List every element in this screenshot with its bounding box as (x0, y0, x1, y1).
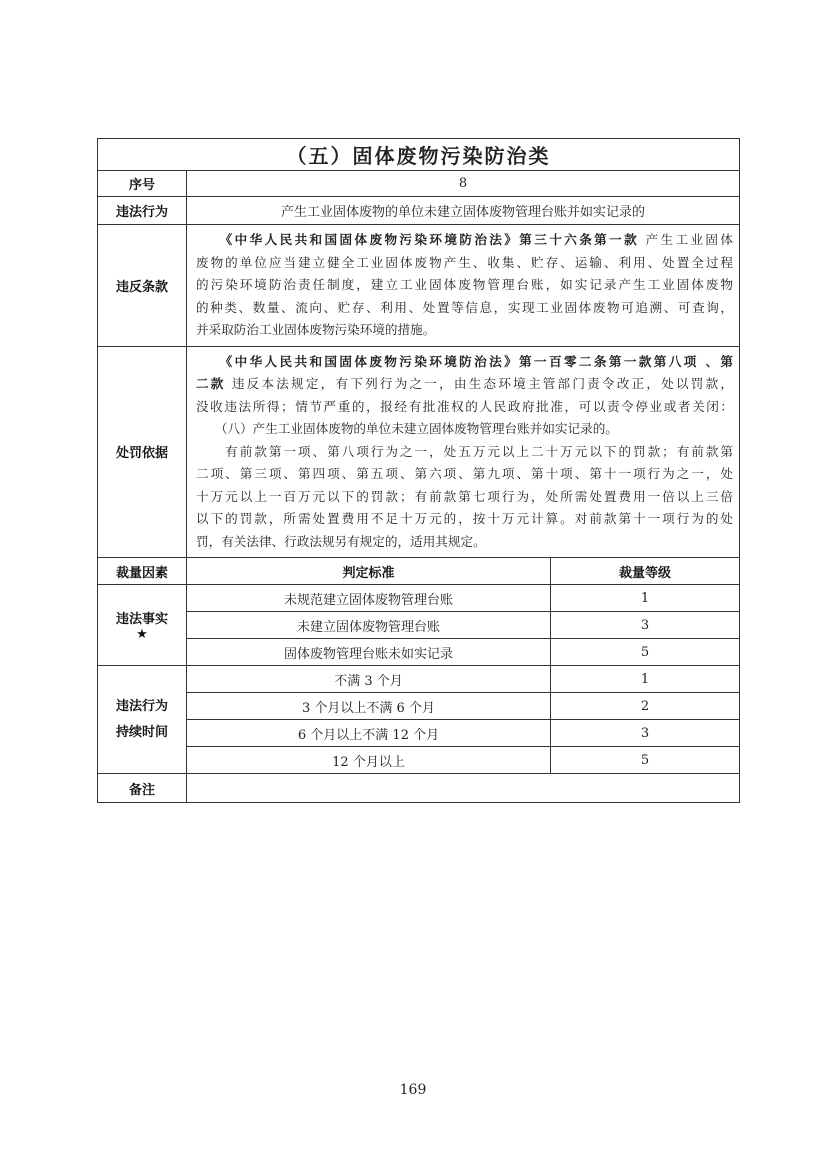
line-text: （八）产生工业固体废物的单位未建立固体废物管理台账并如实记录的。 (196, 421, 618, 436)
duration-level: 1 (551, 666, 740, 693)
duration-criteria: 不满 3 个月 (187, 666, 551, 693)
penalty-label: 处罚依据 (98, 346, 187, 558)
law-citation: 二款 (196, 376, 226, 391)
line-text: 二项、第三项、第四项、第五项、第六项、第九项、第十项、第十一项行为之一，处 (196, 466, 734, 481)
text-line (196, 508, 733, 531)
criteria-header: 判定标准 (187, 558, 551, 585)
serial-value: 8 (187, 171, 740, 197)
text-line (196, 297, 733, 320)
fact-level: 5 (551, 639, 740, 666)
line-text: 没收违法所得；情节严重的，报经有批准权的人民政府批准，可以责令停业或者关闭： (196, 398, 734, 414)
fact-label (98, 585, 187, 666)
section-title: （五）固体废物污染防治类 (98, 139, 740, 171)
star-icon: ★ (136, 627, 148, 642)
line-text: 有前款第一项、第八项行为之一，处五万元以上二十万元以下的罚款；有前款第 (196, 443, 734, 459)
serial-label: 序号 (98, 171, 187, 197)
remark-label: 备注 (98, 774, 187, 803)
clause-text (187, 225, 740, 347)
line-text: 罚，有关法律、行政法规另有规定的，适用其规定。 (196, 533, 486, 549)
law-citation: 《中华人民共和国固体废物污染环境防治法》第一百零二条第一款第八项 、第 (196, 353, 734, 369)
duration-criteria: 12 个月以上 (187, 747, 551, 774)
level-header: 裁量等级 (551, 558, 740, 585)
line-text: 的污染环境防治责任制度，建立工业固体废物管理台账，如实记录产生工业固体废物 (196, 277, 734, 292)
duration-criteria: 3 个月以上不满 6 个月 (187, 693, 551, 720)
page-number: 169 (399, 1082, 427, 1098)
text-line (196, 319, 733, 342)
fact-level: 3 (551, 612, 740, 639)
text-line (196, 396, 733, 419)
text-line (196, 373, 733, 396)
duration-level: 3 (551, 720, 740, 747)
fact-criteria: 未建立固体废物管理台账 (187, 612, 551, 639)
duration-criteria: 6 个月以上不满 12 个月 (187, 720, 551, 747)
line-text: 产生工业固体 (639, 232, 734, 247)
line-text: 的种类、数量、流向、贮存、利用、处置等信息，实现工业固体废物可追溯、可查询， (196, 299, 734, 315)
text-line (196, 441, 733, 464)
text-line (196, 486, 733, 509)
text-line (196, 252, 733, 275)
fact-criteria: 固体废物管理台账未如实记录 (187, 639, 551, 666)
remark-value (187, 774, 740, 803)
text-line (196, 531, 733, 554)
fact-label-text: 违法事实 (115, 612, 168, 627)
duration-label-line1: 违法行为 (115, 698, 168, 714)
duration-level: 2 (551, 693, 740, 720)
duration-label-line2: 持续时间 (115, 724, 168, 740)
fact-level: 1 (551, 585, 740, 612)
penalty-table (97, 138, 740, 803)
law-citation: 《中华人民共和国固体废物污染环境防治法》第三十六条第一款 (196, 232, 640, 247)
line-text: 废物的单位应当建立健全工业固体废物产生、收集、贮存、运输、利用、处置全过程 (196, 254, 734, 270)
behavior-value: 产生工业固体废物的单位未建立固体废物管理台账并如实记录的 (187, 197, 740, 225)
behavior-label: 违法行为 (98, 197, 187, 225)
clause-label: 违反条款 (98, 225, 187, 347)
duration-level: 5 (551, 747, 740, 774)
line-text: 并采取防治工业固体废物污染环境的措施。 (196, 322, 436, 337)
text-line (196, 463, 733, 486)
fact-criteria: 未规范建立固体废物管理台账 (187, 585, 551, 612)
text-line (196, 418, 733, 441)
factor-label: 裁量因素 (98, 558, 187, 585)
duration-label (98, 666, 187, 774)
line-text: 违反本法规定，有下列行为之一，由生态环境主管部门责令改正，处以罚款， (225, 376, 734, 391)
line-text: 十万元以上一百万元以下的罚款；有前款第七项行为，处所需处置费用一倍以上三倍 (196, 488, 734, 504)
text-line (196, 351, 733, 374)
line-text: 以下的罚款，所需处置费用不足十万元的，按十万元计算。对前款第十一项行为的处 (196, 511, 734, 526)
text-line (196, 274, 733, 297)
penalty-text (187, 346, 740, 558)
text-line (196, 229, 733, 252)
